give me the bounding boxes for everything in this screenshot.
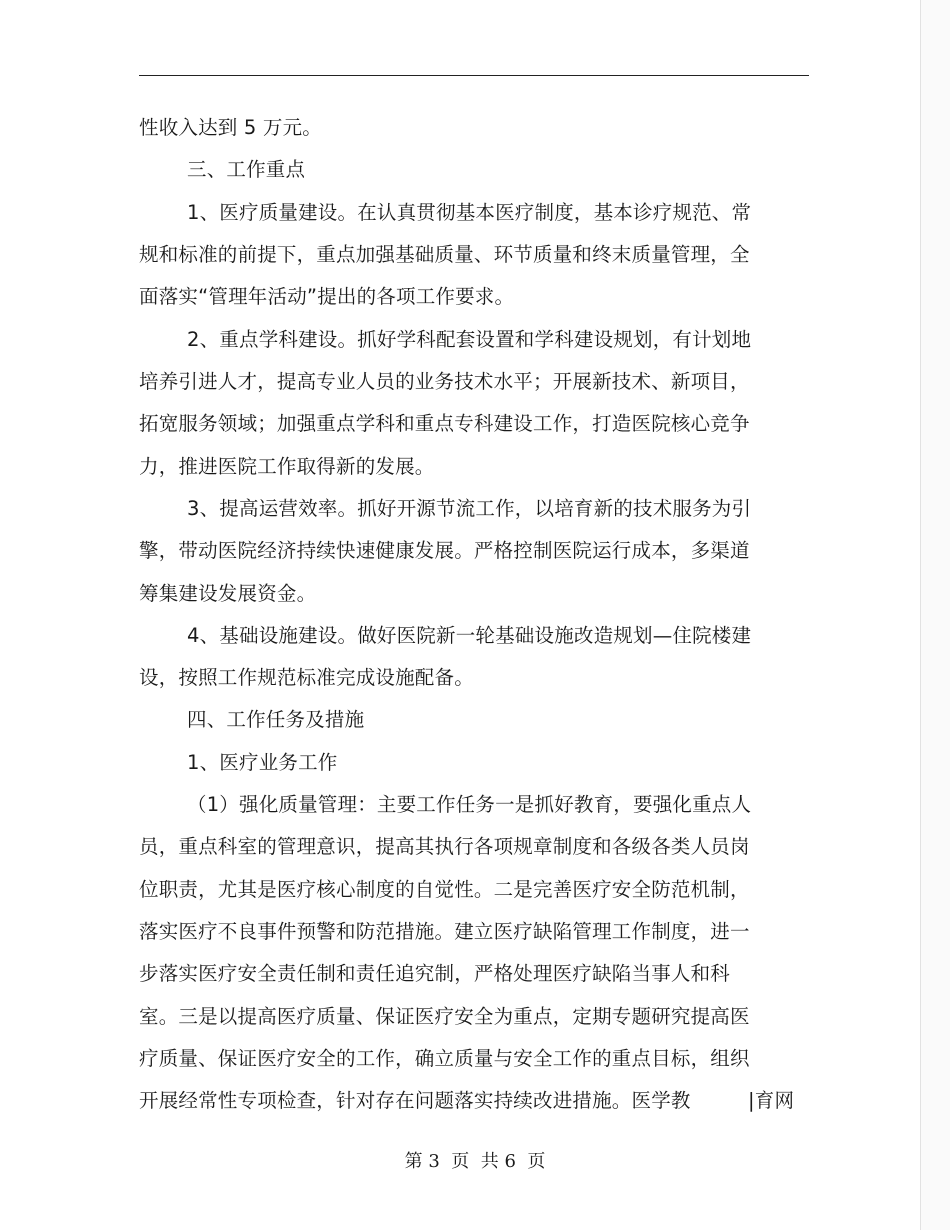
text-line: 规和标准的前提下，重点加强基础质量、环节质量和终末质量管理，全 (139, 243, 750, 266)
page-edge (920, 0, 921, 1230)
text-line: 室。三是以提高医疗质量、保证医疗安全为重点，定期专题研究提高医 (139, 1005, 750, 1028)
watermark-text: |育网 (748, 1089, 795, 1112)
text-line: 步落实医疗安全责任制和责任追究制，严格处理医疗缺陷当事人和科 (139, 962, 731, 985)
section-heading: 四、工作任务及措施 (187, 708, 365, 731)
text-line: 筹集建设发展资金。 (139, 582, 317, 605)
text-line: 2、重点学科建设。抓好学科配套设置和学科建设规划，有计划地 (187, 328, 752, 351)
page-number-label: 第 3 页 共 6 页 (404, 1151, 546, 1172)
section-heading: 三、工作重点 (187, 158, 306, 181)
page-footer (0, 1151, 950, 1173)
page-margin-shade (921, 0, 950, 1230)
text-line: 4、基础设施建设。做好医院新一轮基础设施改造规划—住院楼建 (187, 624, 752, 647)
text-line: 擎，带动医院经济持续快速健康发展。严格控制医院运行成本，多渠道 (139, 539, 750, 562)
text-line: （1）强化质量管理：主要工作任务一是抓好教育，要强化重点人 (187, 793, 752, 816)
text-line: 拓宽服务领域；加强重点学科和重点专科建设工作，打造医院核心竞争 (139, 412, 750, 435)
text-line: 位职责，尤其是医疗核心制度的自觉性。二是完善医疗安全防范机制， (139, 878, 750, 901)
text-line: 3、提高运营效率。抓好开源节流工作，以培育新的技术服务为引 (187, 497, 752, 520)
subsection-heading: 1、医疗业务工作 (187, 751, 338, 774)
text-line: 力，推进医院工作取得新的发展。 (139, 455, 435, 478)
text-line: 疗质量、保证医疗安全的工作，确立质量与安全工作的重点目标，组织 (139, 1047, 750, 1070)
text-line: 1、医疗质量建设。在认真贯彻基本医疗制度，基本诊疗规范、常 (187, 201, 752, 224)
header-rule (139, 75, 809, 76)
text-line: 开展经常性专项检查，针对存在问题落实持续改进措施。医学教 (139, 1089, 691, 1112)
text-line: 设，按照工作规范标准完成设施配备。 (139, 666, 474, 689)
text-line: 员，重点科室的管理意识，提高其执行各项规章制度和各级各类人员岗 (139, 835, 750, 858)
text-line: 落实医疗不良事件预警和防范措施。建立医疗缺陷管理工作制度，进一 (139, 920, 750, 943)
text-line: 培养引进人才，提高专业人员的业务技术水平；开展新技术、新项目， (139, 370, 750, 393)
text-line: 面落实“管理年活动”提出的各项工作要求。 (139, 285, 515, 308)
text-line: 性收入达到 5 万元。 (139, 116, 323, 139)
